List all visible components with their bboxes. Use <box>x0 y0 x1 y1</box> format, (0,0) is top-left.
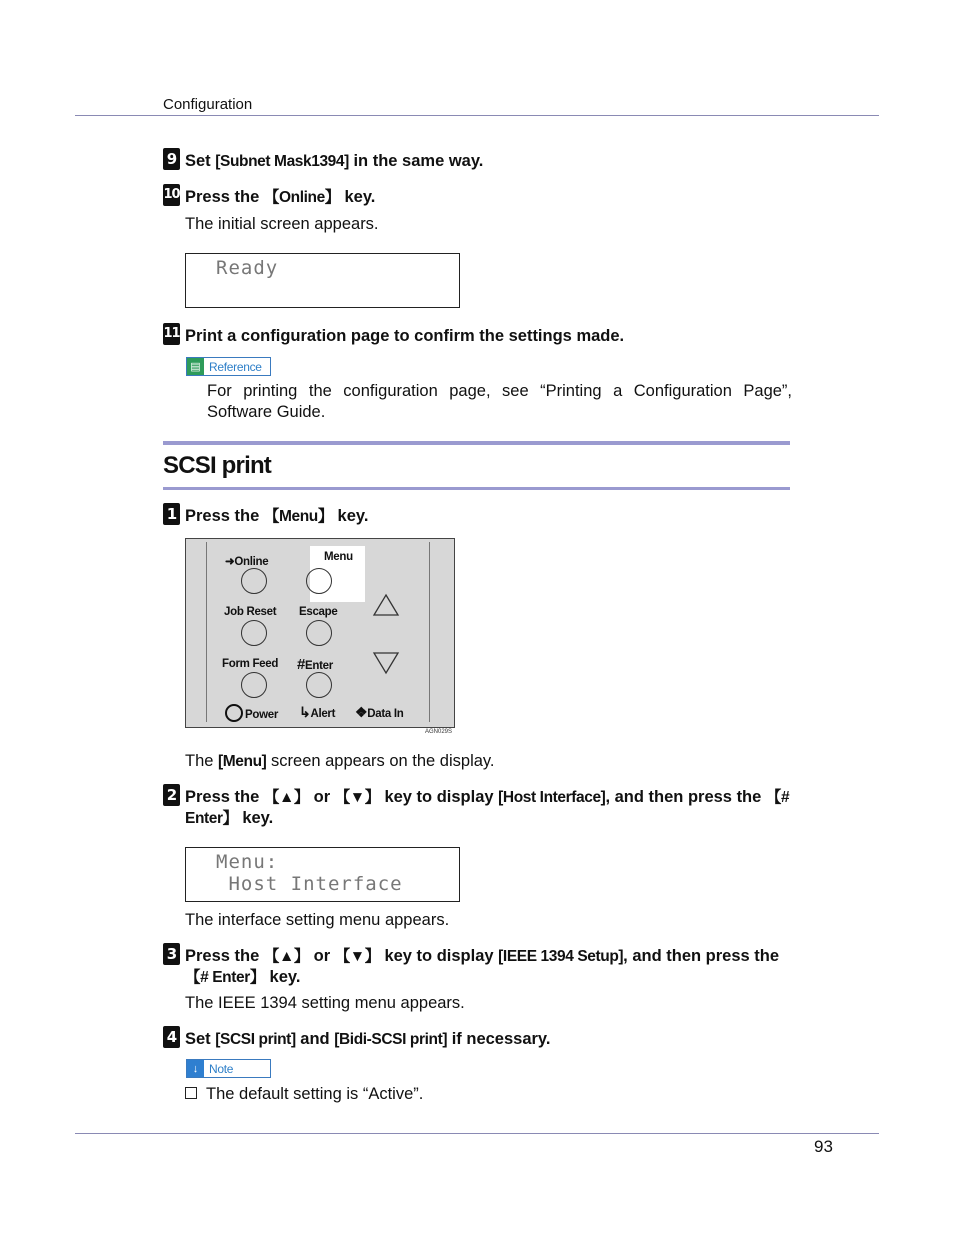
reference-text: For printing the configuration page, see “Printing a Configuration Page”, Software Guide. <box>207 382 792 421</box>
lcd-menu <box>185 847 460 902</box>
t: key to display <box>379 788 499 806</box>
form-feed-button <box>241 672 267 698</box>
form-feed-label: Form Feed <box>222 658 279 670</box>
section-title: SCSI print <box>163 452 272 479</box>
t: key. <box>237 809 274 827</box>
keyword: 【▼】 <box>334 789 380 806</box>
keyword: [SCSI print] <box>215 1031 296 1048</box>
alert-label <box>299 704 335 721</box>
t: Press the <box>185 788 264 806</box>
section-rule-bottom <box>163 487 790 490</box>
step-number: 2 <box>163 784 180 806</box>
section-rule-top <box>163 441 790 445</box>
figure-code: AGN029S <box>425 729 453 735</box>
online-text: Online <box>234 556 269 568</box>
online-arrow-icon: ➜ <box>225 556 235 568</box>
t: Set <box>185 1030 216 1048</box>
keyword: [Host Interface] <box>498 789 606 806</box>
keyword: 【Menu】 <box>263 508 333 525</box>
panel-face <box>206 542 430 722</box>
text: The <box>185 752 219 770</box>
lcd-line-2: Host Interface <box>216 873 403 895</box>
keyword: 【▲】 <box>263 789 310 806</box>
page-number: 93 <box>814 1137 833 1156</box>
step-3 <box>163 946 790 988</box>
step-number: 9 <box>163 148 180 170</box>
t: or <box>309 788 335 806</box>
t: , and then press the <box>605 788 766 806</box>
lcd-line: Ready <box>216 257 279 279</box>
interface-text: The interface setting menu appears. <box>185 911 450 929</box>
enter-text: Enter <box>305 660 333 672</box>
running-header: Configuration <box>163 96 253 113</box>
step-number: 4 <box>163 1026 180 1048</box>
keyword: [Menu] <box>218 753 267 770</box>
enter-button <box>306 672 332 698</box>
reference-label: Reference <box>209 359 262 374</box>
step-number: 10 <box>163 184 180 206</box>
power-label <box>225 704 278 722</box>
step-text: key. <box>332 507 369 525</box>
ieee-text: The IEEE 1394 setting menu appears. <box>185 994 465 1012</box>
data-in-text: Data In <box>367 708 404 720</box>
data-in-icon: ❖ <box>355 704 368 720</box>
t: key to display <box>379 947 499 965</box>
step-text: in the same way. <box>348 152 484 170</box>
menu-label: Menu <box>324 551 353 563</box>
keyword: [Subnet Mask1394] <box>215 153 349 170</box>
step-text: key. <box>339 188 376 206</box>
menu-screen-text <box>185 751 495 772</box>
t: Press the <box>185 947 264 965</box>
t: and <box>295 1030 335 1048</box>
online-button <box>241 568 267 594</box>
step-text: Print a configuration page to confirm the settings made. <box>185 327 625 345</box>
footer-rule <box>75 1133 879 1134</box>
text: screen appears on the display. <box>266 752 495 770</box>
hash-icon: # <box>297 656 306 673</box>
power-text: Power <box>245 709 279 721</box>
t: if necessary. <box>447 1030 551 1048</box>
t: or <box>309 947 335 965</box>
keyword: [Bidi-SCSI print] <box>334 1031 448 1048</box>
keyword: 【Online】 <box>263 189 340 206</box>
step-number: 1 <box>163 503 180 525</box>
lcd-line-1: Menu: <box>216 851 279 873</box>
keyword: 【# Enter】 <box>185 789 790 827</box>
note-item <box>185 1084 423 1105</box>
job-reset-button <box>241 620 267 646</box>
keyword: [IEEE 1394 Setup] <box>498 948 624 965</box>
escape-label: Escape <box>299 606 338 618</box>
step-11 <box>163 326 790 346</box>
note-text: The default setting is “Active”. <box>206 1085 424 1103</box>
menu-button <box>306 568 332 594</box>
keyword: 【# Enter】 <box>185 969 265 986</box>
alert-text: Alert <box>310 708 336 720</box>
keyword: 【▲】 <box>263 948 310 965</box>
keyword: 【▼】 <box>334 948 380 965</box>
down-arrow-icon <box>371 649 401 679</box>
alert-icon: ↳ <box>299 704 311 720</box>
job-reset-label: Job Reset <box>224 606 277 618</box>
lcd-ready <box>185 253 460 308</box>
note-badge <box>186 1059 271 1078</box>
step-text: Press the <box>185 507 264 525</box>
reference-icon: ▤ <box>187 358 204 375</box>
step-10 <box>163 187 790 208</box>
enter-label <box>297 656 333 673</box>
step-number: 11 <box>163 323 180 345</box>
data-in-label <box>355 704 404 721</box>
online-label <box>225 554 268 568</box>
step-1 <box>163 506 790 527</box>
step-9 <box>163 151 790 172</box>
step-2 <box>163 787 790 829</box>
escape-button <box>306 620 332 646</box>
checkbox-icon <box>185 1087 197 1099</box>
initial-screen-text: The initial screen appears. <box>185 215 379 233</box>
step-4 <box>163 1029 790 1050</box>
power-icon <box>225 704 243 722</box>
t: , and then press the <box>623 947 780 965</box>
note-label: Note <box>209 1061 234 1076</box>
step-text: Set <box>185 152 216 170</box>
t: key. <box>264 968 301 986</box>
up-arrow-icon <box>371 592 401 622</box>
control-panel-illustration <box>185 538 455 728</box>
header-rule <box>75 115 879 116</box>
reference-badge <box>186 357 271 376</box>
step-text: Press the <box>185 188 264 206</box>
note-arrow-icon: ↓ <box>187 1060 204 1077</box>
step-number: 3 <box>163 943 180 965</box>
